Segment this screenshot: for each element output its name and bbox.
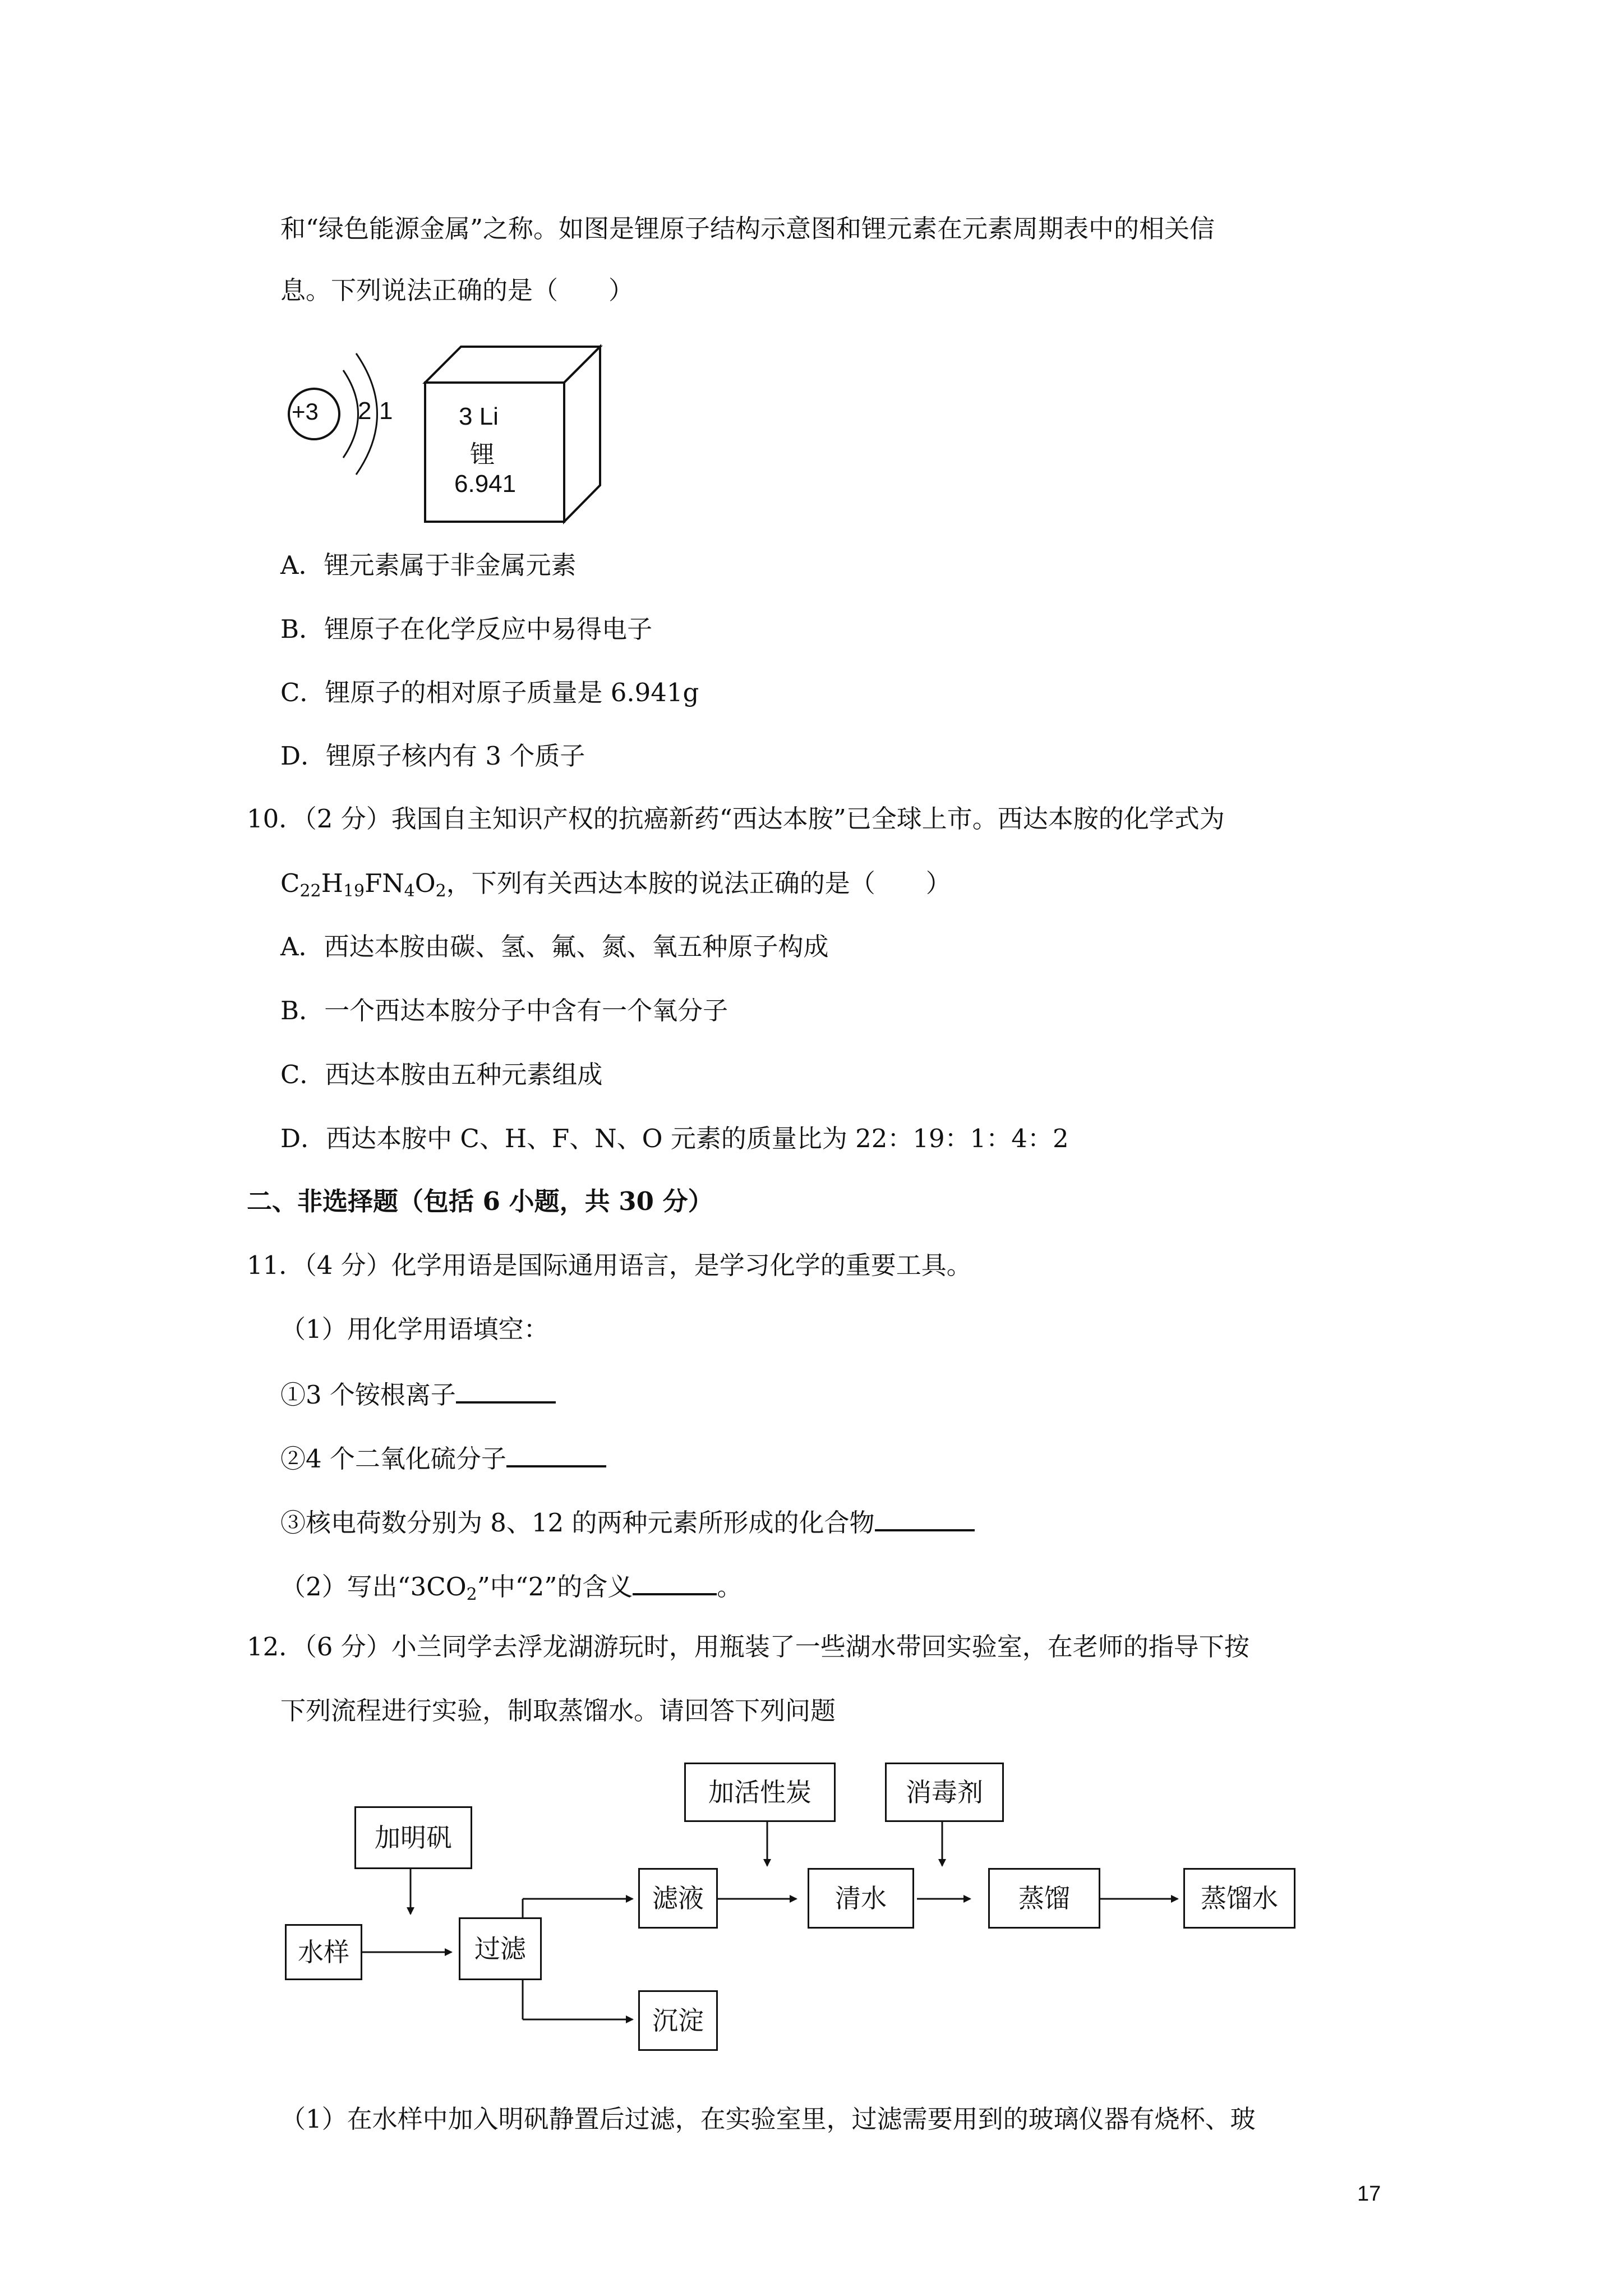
element-cell-box [421, 342, 623, 533]
q10-option-d: D．西达本胺中 C、H、F、N、O 元素的质量比为 22：19：1：4：2 [280, 1124, 1069, 1153]
nucleus-charge: +3 [292, 398, 319, 425]
q9-option-c: C．锂原子的相对原子质量是 6.941g [280, 678, 699, 707]
q12-sub-1: （1）在水样中加入明矾静置后过滤，在实验室里，过滤需要用到的玻璃仪器有烧杯、玻 [280, 2104, 1256, 2134]
q9-option-a: A．锂元素属于非金属元素 [280, 550, 577, 580]
element-number-symbol: 3 Li [459, 403, 499, 430]
q11-item-1: ①3 个铵根离子 [280, 1375, 556, 1412]
flow-box-filtrate: 滤液 [638, 1868, 718, 1929]
flow-box-distilled-water: 蒸馏水 [1183, 1868, 1295, 1929]
q10-option-a: A．西达本胺由碳、氢、氟、氮、氧五种原子构成 [280, 932, 829, 961]
q10-stem-line-1: 10．（2 分）我国自主知识产权的抗癌新药“西达本胺”已全球上市。西达本胺的化学式为 [247, 804, 1225, 834]
flow-box-precipitate: 沉淀 [638, 1990, 718, 2051]
intro-line-2: 息。下列说法正确的是（ ） [280, 275, 634, 305]
flow-box-filter: 过滤 [459, 1917, 542, 1980]
shell-1-electrons: 2 [358, 397, 372, 425]
answer-blank-3[interactable] [875, 1503, 975, 1531]
q11-item-2: ②4 个二氧化硫分子 [280, 1439, 606, 1476]
shell-2-electrons: 1 [379, 397, 393, 425]
flow-box-clear-water: 清水 [808, 1868, 914, 1929]
q11-item-3: ③核电荷数分别为 8、12 的两种元素所形成的化合物 [280, 1503, 975, 1540]
element-atomic-mass: 6.941 [454, 470, 517, 498]
q12-stem-line-2: 下列流程进行实验，制取蒸馏水。请回答下列问题 [280, 1696, 836, 1726]
flow-box-alum: 加明矾 [354, 1806, 472, 1869]
intro-line-1: 和“绿色能源金属”之称。如图是锂原子结构示意图和锂元素在元素周期表中的相关信 [280, 214, 1215, 243]
q10-option-b: B．一个西达本胺分子中含有一个氧分子 [280, 996, 728, 1025]
answer-blank-4[interactable] [633, 1567, 717, 1595]
q11-sub-1: （1）用化学用语填空： [280, 1314, 549, 1344]
electron-shell-1-arc [343, 370, 358, 458]
q10-option-c: C．西达本胺由五种元素组成 [280, 1060, 603, 1089]
q9-option-d: D．锂原子核内有 3 个质子 [280, 741, 585, 771]
answer-blank-2[interactable] [506, 1439, 606, 1467]
section-2-heading: 二、非选择题（包括 6 小题，共 30 分） [247, 1186, 713, 1216]
q12-stem-line-1: 12．（6 分）小兰同学去浮龙湖游玩时，用瓶装了一些湖水带回实验室，在老师的指导下按 [247, 1632, 1249, 1662]
flow-box-distill: 蒸馏 [988, 1868, 1100, 1929]
page-number: 17 [1357, 2182, 1381, 2206]
q11-stem: 11．（4 分）化学用语是国际通用语言，是学习化学的重要工具。 [247, 1250, 972, 1280]
answer-blank-1[interactable] [456, 1375, 556, 1404]
q10-stem-line-2: $C_{22}H_{19}FN_4O_2$，下列有关西达本胺的说法正确的是（ ） [280, 868, 951, 901]
flow-box-activated-carbon: 加活性炭 [684, 1763, 836, 1822]
q9-option-b: B．锂原子在化学反应中易得电子 [280, 614, 653, 644]
q10-formula: $C_{22}H_{19}FN_4O_2$ [280, 868, 446, 901]
q11-sub-2: （2）写出“$3CO_2$”中“2”的含义 。 [280, 1567, 742, 1604]
flow-box-disinfectant: 消毒剂 [885, 1763, 1004, 1822]
flow-box-sample: 水样 [285, 1924, 362, 1980]
element-name: 锂 [470, 440, 495, 469]
